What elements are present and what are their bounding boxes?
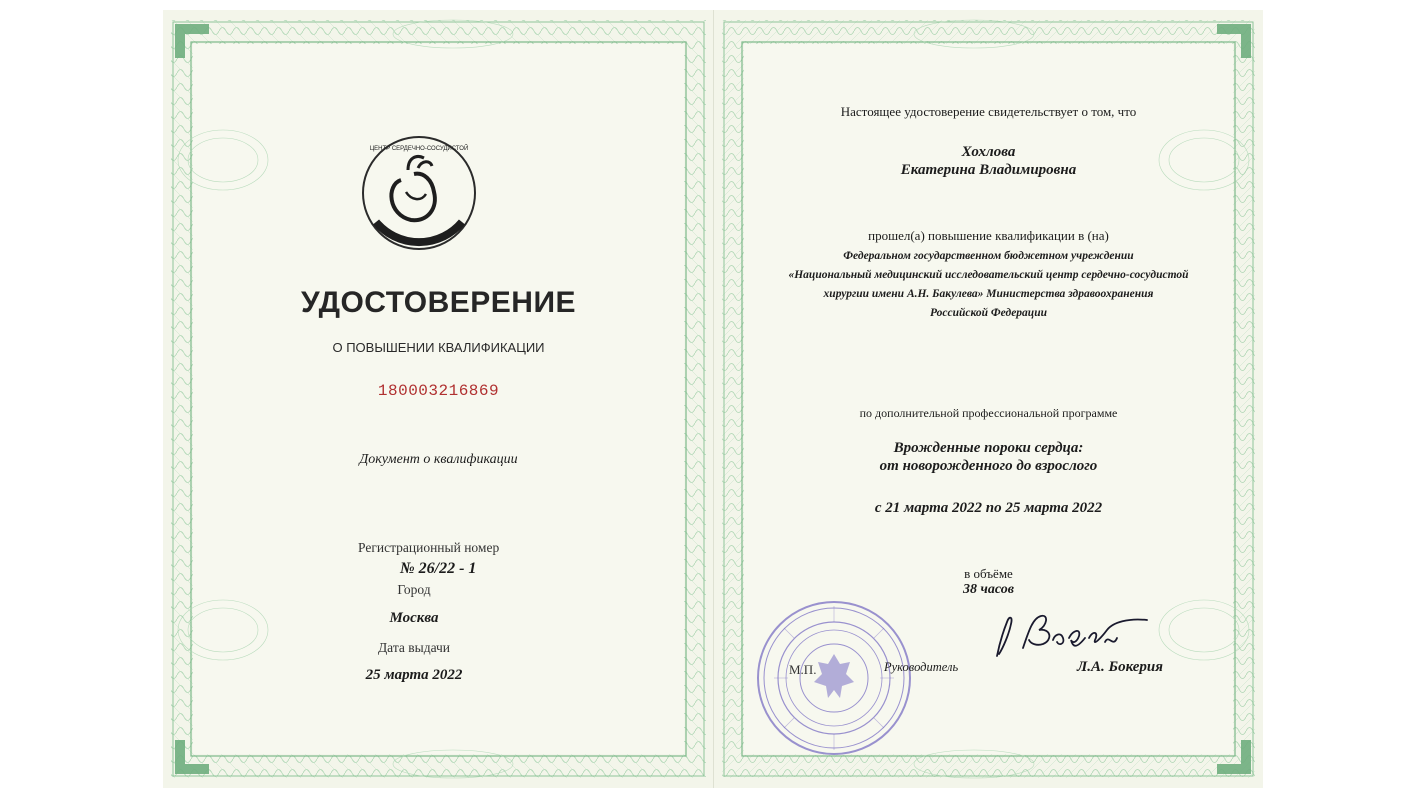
serial-number: 180003216869 [377,382,500,400]
program-label: по дополнительной профессиональной программе [859,406,1118,420]
stamp-place-label: М.П. [789,662,817,677]
certificate-title: УДОСТОВЕРЕНИЕ [300,286,577,319]
head-name: Л.А. Бокерия [1077,659,1163,675]
right-page [714,10,1263,788]
registration-number-label: Регистрационный номер [358,540,500,555]
organization-line: «Национальный медицинский исследовательский центр сердечно-сосудистой [788,269,1189,281]
handwritten-signature [989,608,1154,660]
certificate-subtitle: О ПОВЫШЕНИИ КВАЛИФИКАЦИИ [332,340,545,355]
left-page [163,10,714,788]
bakulev-center-logo [356,130,482,256]
program-title-line: от новорожденного до взрослого [879,458,1098,474]
training-period: с 21 марта 2022 по 25 марта 2022 [874,500,1103,516]
issue-date: 25 марта 2022 [365,667,463,683]
holder-given-names: Екатерина Владимировна [900,162,1077,178]
document-type: Документ о квалификации [359,452,518,467]
head-label: Руководитель [884,660,959,674]
qualification-passed-text: прошел(а) повышение квалификации в (на) [868,228,1109,243]
organization-line: хирургии имени А.Н. Бакулева» Министерства здравоохранения [823,288,1154,300]
program-title-line: Врожденные пороки сердца: [893,440,1084,456]
official-stamp [754,598,914,758]
svg-text:ЦЕНТР СЕРДЕЧНО-СОСУДИСТОЙ: ЦЕНТР СЕРДЕЧНО-СОСУДИСТОЙ [369,146,469,152]
organization-line: Федеральном государственном бюджетном учреждении [843,250,1134,262]
issue-date-label: Дата выдачи [377,640,451,655]
organization-line: Российской Федерации [930,307,1047,319]
certificate-sheet [163,10,1263,788]
holder-surname: Хохлова [961,144,1016,160]
volume-label: в объёме [964,566,1013,581]
city-value: Москва [389,610,439,626]
registration-number: № 26/22 - 1 [400,560,477,577]
attestation-text: Настоящее удостоверение свидетельствует о том, что [840,104,1137,119]
city-label: Город [397,582,431,597]
hours-value: 38 часов [963,582,1014,597]
